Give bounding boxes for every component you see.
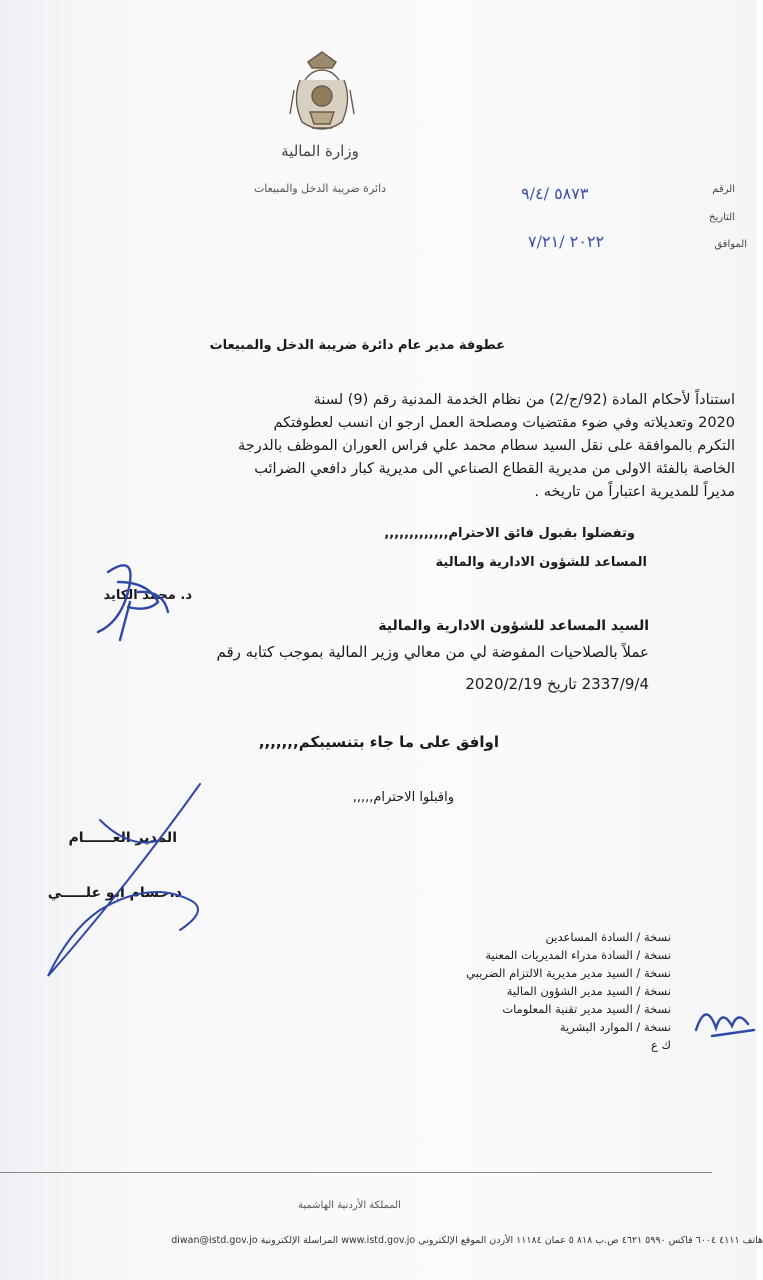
approval-statement: اوافق على ما جاء بتنسيبكم,,,,,,, — [258, 733, 499, 751]
number-value: ٥٨٧٣ /٩/٤ — [521, 184, 589, 203]
approval-addressee: السيد المساعد للشؤون الادارية والمالية — [378, 618, 649, 634]
footer-contact: هاتف ٤١١١ ٦٠٠٤ فاكس ٥٩٩٠ ٤٦٢١ ص.ب ٨١٨ ٥ عمان ١١١٨٤ الأردن الموقع الإلكتروني www.istd.gov.jo المراسلة الإلكترونية diwan@istd.gov.jo — [171, 1235, 763, 1246]
body-line: 2020 وتعديلاته وفي ضوء مقتضيات ومصلحة العمل ارجو ان انسب لعطوفتكم — [273, 415, 735, 431]
ministry-name: وزارة المالية — [281, 142, 359, 160]
handwritten-initials — [692, 990, 757, 1050]
coat-of-arms-emblem — [288, 50, 356, 140]
director-general-name: د.حسام ابو علـــــي — [47, 885, 182, 901]
copy-item: نسخة / السادة مدراء المديريات المعنية — [485, 948, 671, 962]
letter-body — [105, 389, 735, 504]
body-line: التكرم بالموافقة على نقل السيد سطام محمد علي فراس العوران الموظف بالدرجة — [237, 438, 735, 454]
department-name: دائرة ضريبة الدخل والمبيعات — [253, 182, 387, 195]
copies-list — [466, 928, 671, 1054]
body-line: استناداً لأحكام المادة (92/ج/2) من نظام الخدمة المدنية رقم (9) لسنة — [313, 392, 735, 408]
footer-kingdom: المملكة الأردنية الهاشمية — [298, 1200, 401, 1211]
closing-line: وتفضلوا بقبول فائق الاحترام,,,,,,,,,,,,, — [384, 526, 635, 541]
director-general-title: المدير العــــــام — [68, 830, 177, 846]
footer-divider — [0, 1172, 712, 1173]
approval-line-1: عملاً بالصلاحيات المفوضة لي من معالي وزير المالية بموجب كتابه رقم — [216, 643, 649, 661]
copy-item: نسخة / السيد مدير تقنية المعلومات — [502, 1002, 671, 1016]
letter-title: عطوفة مدير عام دائرة ضريبة الدخل والمبيعات — [209, 338, 505, 353]
handwritten-signature — [68, 552, 178, 642]
body-line: الخاصة بالفئة الاولى من مديرية القطاع الصناعي الى مديرية كبار دافعي الضرائب — [254, 461, 735, 477]
copy-item: نسخة / السيد مدير مديرية الالتزام الضريبي — [466, 966, 671, 980]
body-line: مديراً للمديرية اعتباراً من تاريخه . — [534, 484, 735, 500]
corresponding-label: الموافق — [714, 239, 747, 250]
copy-item: نسخة / السيد مدير الشؤون المالية — [506, 984, 671, 998]
regards-line: واقبلوا الاحترام,,,,, — [352, 790, 454, 805]
number-label: الرقم — [712, 184, 735, 195]
copy-item: نسخة / الموارد البشرية — [559, 1020, 671, 1034]
handwritten-signature — [40, 780, 220, 990]
approval-line-2: 2337/9/4 تاريخ 2020/2/19 — [465, 675, 649, 693]
copy-item: نسخة / السادة المساعدين — [545, 930, 671, 944]
copy-item: ك ع — [651, 1038, 671, 1052]
corresponding-value: ٢٠٢٢ /٧/٢١ — [528, 232, 605, 251]
date-label: التاريخ — [709, 212, 735, 223]
signatory-title: المساعد للشؤون الادارية والمالية — [435, 555, 647, 570]
signatory-name: د. محمد الكايد — [103, 588, 192, 603]
